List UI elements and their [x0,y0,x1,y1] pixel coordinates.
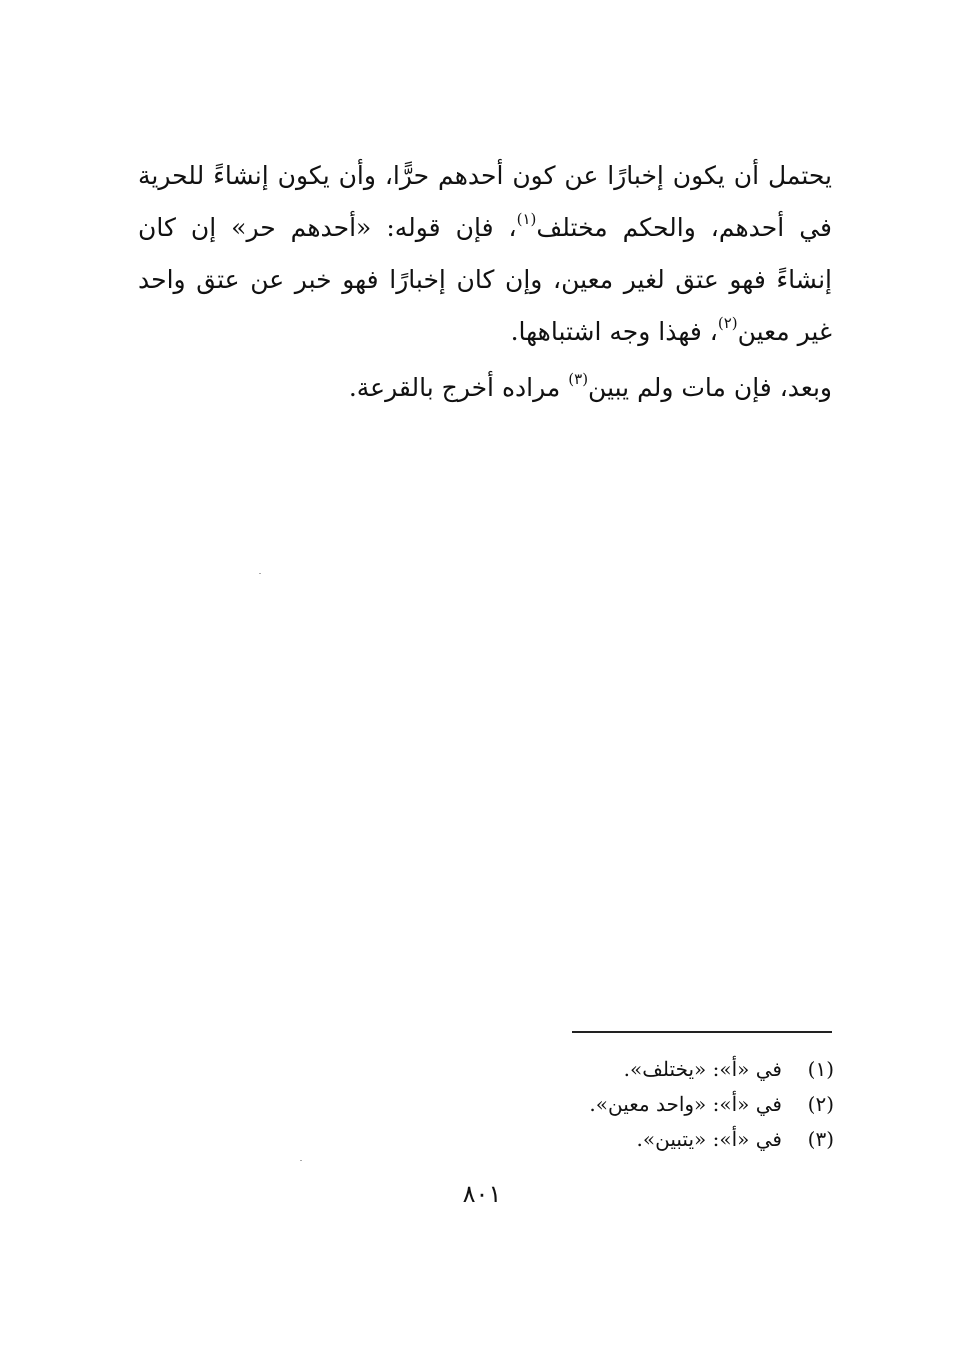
footnote-2-number: (٢) [807,1092,834,1116]
paragraph-2 [138,362,832,414]
footnote-2 [500,1087,834,1122]
paragraph-1-part-c: ، فهذا وجه اشتباهها. [510,317,718,346]
scan-speck [300,1160,302,1161]
footnote-ref-3[interactable]: (٣) [568,370,589,388]
footnote-ref-1[interactable]: (١) [516,210,537,228]
paragraph-1 [138,150,832,358]
paragraph-2-part-a: وبعد، فإن مات ولم يبين [588,373,832,402]
paragraph-1-part-a: يحتمل أن يكون إخبارًا عن كون أحدهم حرًّا، وأن يكون إنشاءً للحرية في أحدهم، والحكم مختلف [138,161,832,242]
footnote-1-text: في «أ»: «يختلف». [623,1057,782,1081]
footnote-3-number: (٣) [807,1127,834,1151]
main-text [138,150,832,414]
footnote-1 [500,1052,834,1087]
paragraph-2-part-b: مراده أخرج بالقرعة. [348,373,569,402]
footnote-1-number: (١) [807,1057,834,1081]
footnote-3-text: في «أ»: «يتبين». [636,1127,782,1151]
footnote-ref-2[interactable]: (٢) [717,314,738,332]
scan-speck [259,573,261,574]
footnote-3 [500,1122,834,1157]
footnote-separator [572,1031,832,1033]
paragraph-1-part-b: ، فإن قوله: «أحدهم حر» إن كان إنشاءً فهو عتق لغير معين، وإن كان إخبارًا فهو خبر عن عتق واحد غير معين [138,213,832,346]
footnote-2-text: في «أ»: «واحد معين». [589,1092,782,1116]
footnotes [500,1052,834,1157]
page-number: ٨٠١ [462,1180,502,1208]
